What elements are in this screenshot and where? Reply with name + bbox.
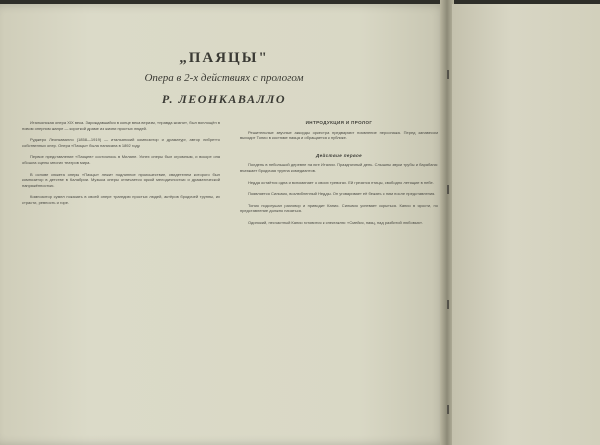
binding-stitch [447, 300, 449, 309]
body-paragraph: Полдень в небольшой деревне на юге Италии. Праздничный день. Слышны звуки трубы и барабана: въезжает бродячая труппа комедиантов. [240, 162, 438, 173]
left-text-column [22, 120, 220, 212]
body-paragraph: Решительные звучные аккорды оркестра предваряют появление персонажа. Перед занавесом выходит Тонио в костюме паяца и обращается к публике. [240, 129, 438, 141]
body-paragraph: Итальянская опера XIX века. Зарождавшийся в конце века веризм, «правда жизни», был воплощён в новом оперном жанре — короткой драме из жизни простых людей. [22, 120, 220, 131]
body-paragraph: Тонио подслушал разговор и приводит Канио. Сильвио успевает скрыться. Канио в ярости, но представление должно начаться. [240, 202, 438, 214]
composer-name: Р. ЛЕОНКАВАЛЛО [161, 92, 287, 106]
right-page [452, 4, 600, 445]
binding-stitch [447, 185, 449, 194]
opera-subtitle: Опера в 2-х действиях с прологом [144, 72, 304, 84]
body-paragraph: В основе сюжета оперы «Паяцы» лежит подлинное происшествие, свидетелем которого был композитор в детстве в Калабрии. Музыка оперы отличается яркой мелодичностью и драматической напряжённостью. [22, 171, 220, 188]
body-paragraph: Руджеро Леонкавалло (1858—1919) — итальянский композитор и драматург, автор либретто собственных опер. Опера «Паяцы» была написана в 1892 году. [22, 137, 220, 148]
right-text-column [240, 120, 438, 232]
body-paragraph: Появляется Сильвио, возлюбленный Недды. Он уговаривает её бежать с ним после представления. [248, 191, 436, 197]
section-heading-prologue: ИНТРОДУКЦИЯ И ПРОЛОГ [305, 120, 373, 125]
binding-stitch [447, 405, 449, 414]
body-paragraph: Недда остаётся одна и вспоминает о своих тревогах. Ей грезятся птицы, свободно летящие в небе. [248, 179, 434, 185]
body-paragraph: Одинокий, несчастный Канио готовится к спектаклю: «Смейся, паяц, над разбитой любовью». [248, 219, 424, 225]
body-paragraph: Композитор сумел показать в своей опере трагедию простых людей, актёров бродячей труппы, их страсти, ревность и горе. [22, 194, 220, 205]
section-heading-act1: Действие первое [315, 152, 363, 158]
opera-title: „ПАЯЦЫ" [179, 50, 269, 66]
body-paragraph: Первое представление «Паяцев» состоялось в Милане. Успех оперы был огромным, и вскоре она обошла сцены многих театров мира. [22, 154, 220, 165]
